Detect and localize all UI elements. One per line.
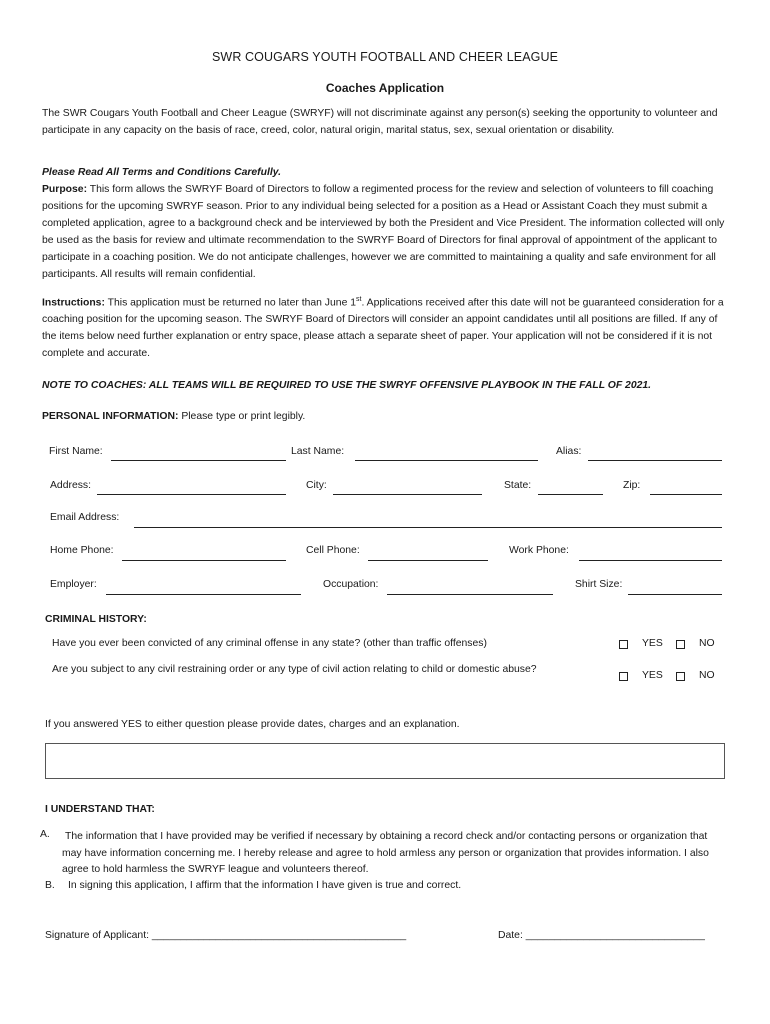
q1-no-checkbox[interactable] <box>676 640 685 649</box>
last-name-label: Last Name: <box>291 446 345 457</box>
shirt-size-label: Shirt Size: <box>575 579 623 590</box>
instructions-text-a: This application must be returned no later than June 1 <box>104 297 357 309</box>
criminal-question-2: Are you subject to any civil restraining order or any type of civil action relating to child or domestic abuse? <box>52 664 537 675</box>
instructions-label: Instructions: <box>42 297 105 309</box>
address-field[interactable] <box>97 494 286 495</box>
occupation-label: Occupation: <box>323 579 379 590</box>
home-phone-label: Home Phone: <box>50 545 114 556</box>
intro-paragraph: The SWR Cougars Youth Football and Cheer League (SWRYF) will not discriminate against any person(s) seeking the opportunity to volunteer and participate in any capacity on the basis of race, creed, color, natural origin, marital status, sex, sexual orientation or disability. <box>42 108 718 136</box>
zip-field[interactable] <box>650 494 722 495</box>
zip-label: Zip: <box>623 480 641 491</box>
cell-phone-field[interactable] <box>368 560 488 561</box>
org-title: SWR COUGARS YOUTH FOOTBALL AND CHEER LEAGUE <box>211 50 559 64</box>
purpose-label: Purpose: <box>42 184 88 195</box>
work-phone-label: Work Phone: <box>509 545 569 556</box>
state-label: State: <box>504 480 532 491</box>
note-to-coaches: NOTE TO COACHES: ALL TEAMS WILL BE REQUIRED TO USE THE SWRYF OFFENSIVE PLAYBOOK IN THE FALL OF 2021. <box>42 380 652 391</box>
understand-heading: I UNDERSTAND THAT: <box>45 804 155 815</box>
employer-field[interactable] <box>106 594 301 595</box>
occupation-field[interactable] <box>387 594 553 595</box>
q2-no-label: NO <box>699 670 715 681</box>
city-field[interactable] <box>333 494 482 495</box>
email-field[interactable] <box>134 527 722 528</box>
q2-yes-checkbox[interactable] <box>619 672 628 681</box>
state-field[interactable] <box>538 494 603 495</box>
item-b-text: In signing this application, I affirm that the information I have given is true and correct. <box>68 880 462 891</box>
date-line[interactable]: Date: _______________________________ <box>498 930 705 941</box>
criminal-history-heading: CRIMINAL HISTORY: <box>45 614 147 625</box>
explanation-box[interactable] <box>45 743 725 779</box>
shirt-size-field[interactable] <box>628 594 722 595</box>
instructions-paragraph <box>42 291 732 362</box>
alias-label: Alias: <box>556 446 582 457</box>
city-label: City: <box>306 480 327 491</box>
signature-line[interactable]: Signature of Applicant: ____________________________________________ <box>45 930 407 941</box>
home-phone-field[interactable] <box>122 560 286 561</box>
cell-phone-label: Cell Phone: <box>306 545 360 556</box>
personal-sub: Please type or print legibly. <box>181 411 306 422</box>
personal-info-heading <box>42 411 305 422</box>
email-label: Email Address: <box>50 512 120 523</box>
alias-field[interactable] <box>588 460 722 461</box>
item-b-marker: B. <box>45 880 55 891</box>
criminal-question-1: Have you ever been convicted of any criminal offense in any state? (other than traffic offenses) <box>52 638 487 649</box>
purpose-paragraph <box>42 181 732 283</box>
purpose-text: This form allows the SWRYF Board of Directors to follow a regimented process for the review and selection of volunteers to fill coaching positions for the upcoming SWRYF season. Prior to any individual being selected for a position as a Head or Assistant Coach they must submit a completed application, agree to a background check and be interviewed by both the President and Vice President. The information collected will only be used as the basis for review and ultimate recommendation to the SWRYF Board of Directors for final approval of appointment of the applicant to participate in a coaching position. We do not anticipate challenges, however we are committed to maintaining a quality and safe environment for all participants. All results will remain confidential. <box>42 184 725 280</box>
instructions-text-b: . Applications received after this date will not be guaranteed consideration for a coaching position for the upcoming season. The SWRYF Board of Directors will consider an appoint candidates until all positions are filled. If any of the items below need further explanation or entry space, please attach a separate sheet of paper. Your application will not be considered if it is not complete and accurate. <box>42 297 724 360</box>
instructions-sup: st <box>356 296 362 303</box>
item-a-text: The information that I have provided may be verified if necessary by obtaining a record check and/or contacting persons or organization that may have information concerning me. I hereby release and agree to hold armless any person or organization that provides information. I also agree to hold harmless the SWRYF league and volunteers thereof. <box>62 831 709 875</box>
address-label: Address: <box>50 480 92 491</box>
terms-heading: Please Read All Terms and Conditions Carefully. <box>42 167 282 178</box>
q1-no-label: NO <box>699 638 715 649</box>
personal-heading: PERSONAL INFORMATION: <box>42 411 179 422</box>
work-phone-field[interactable] <box>579 560 722 561</box>
q2-yes-label: YES <box>642 670 663 681</box>
explain-instruction: If you answered YES to either question please provide dates, charges and an explanation. <box>45 719 460 730</box>
first-name-field[interactable] <box>111 460 286 461</box>
employer-label: Employer: <box>50 579 97 590</box>
first-name-label: First Name: <box>49 446 103 457</box>
last-name-field[interactable] <box>355 460 538 461</box>
q2-no-checkbox[interactable] <box>676 672 685 681</box>
page-title: Coaches Application <box>325 81 445 95</box>
q1-yes-label: YES <box>642 638 663 649</box>
q1-yes-checkbox[interactable] <box>619 640 628 649</box>
item-a-marker: A. <box>40 829 50 840</box>
